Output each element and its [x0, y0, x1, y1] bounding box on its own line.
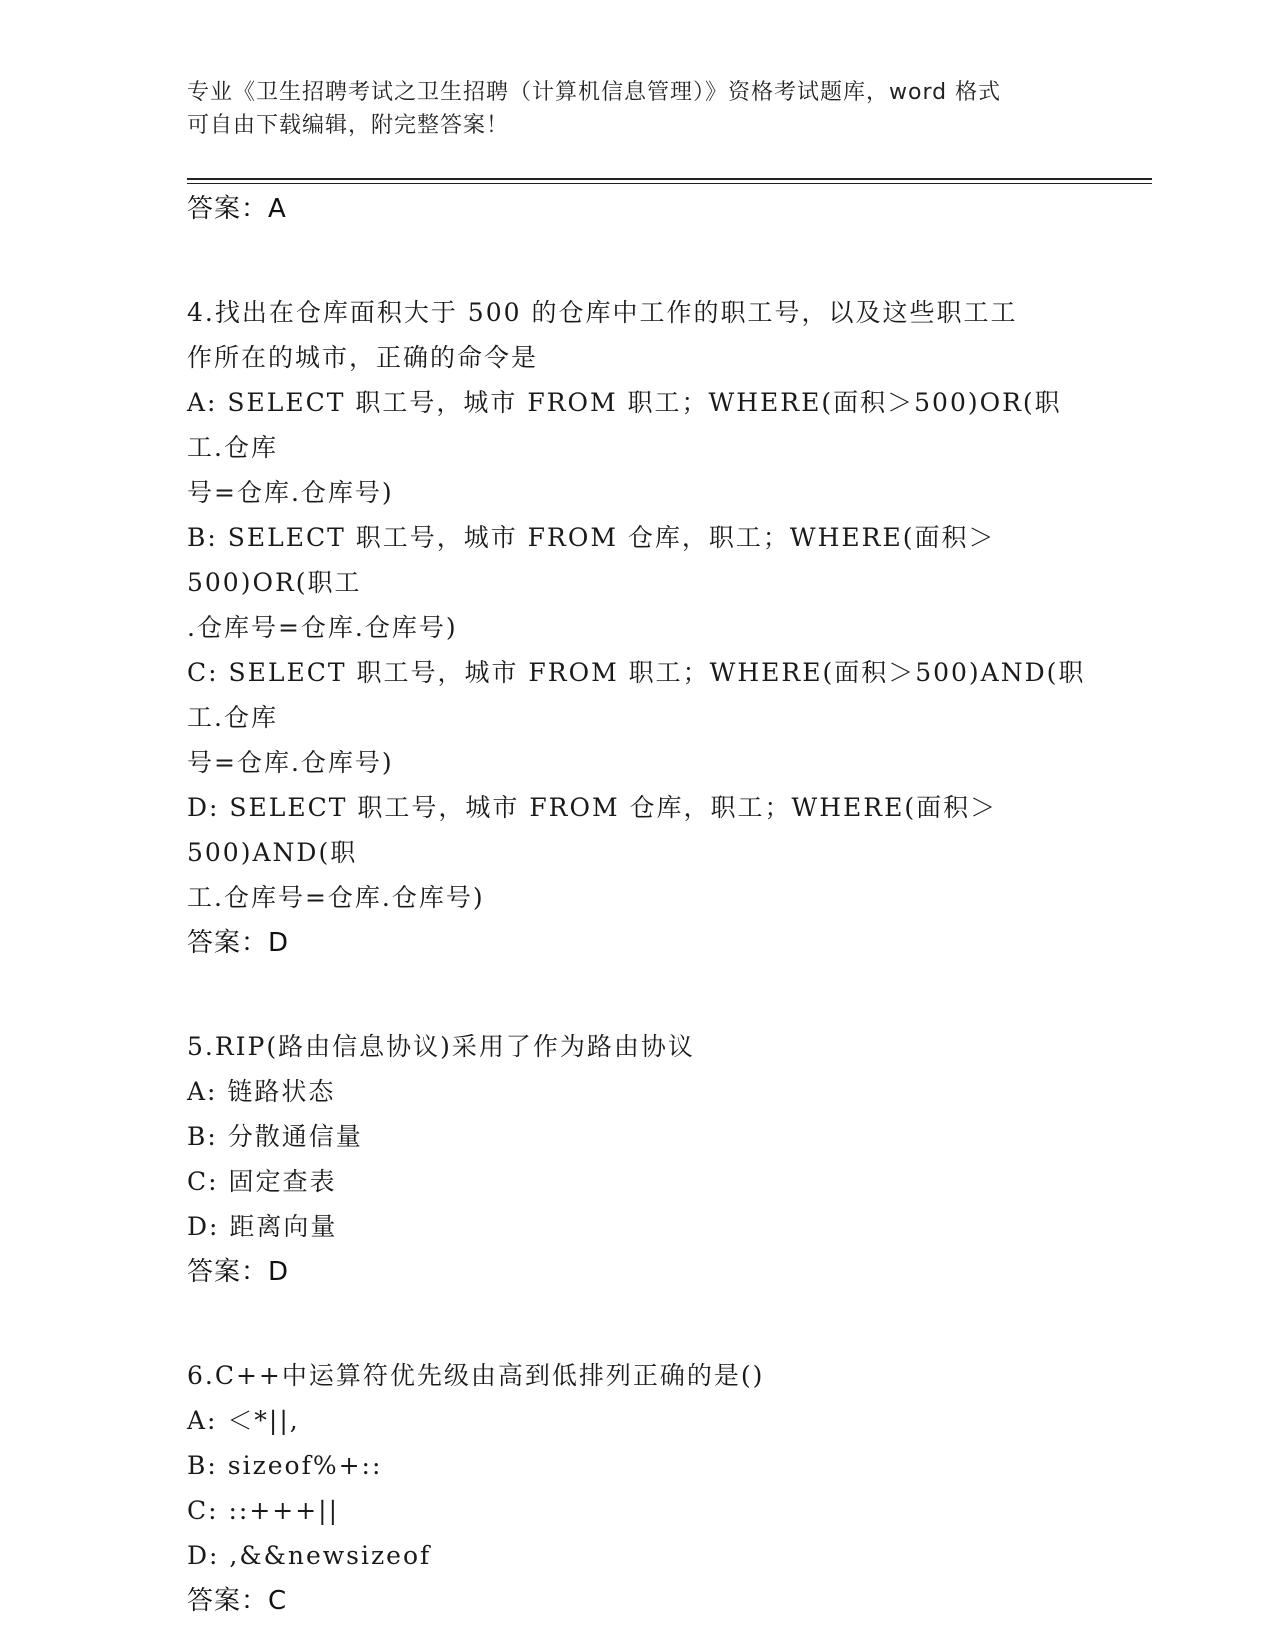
option-a: A: ＜*||,: [187, 1406, 300, 1435]
option-c: C: ::+++||: [187, 1496, 340, 1525]
question-stem-line-1: 4.找出在仓库面积大于 500 的仓库中工作的职工号，以及这些职工工: [187, 298, 1018, 327]
header-line-2: 可自由下载编辑，附完整答案！: [187, 113, 510, 138]
header-divider-thick: [187, 178, 1152, 180]
question-4: [187, 290, 1087, 966]
option-b: B: 分散通信量: [187, 1122, 363, 1151]
answer-4: 答案：D: [187, 928, 290, 958]
answer-6: 答案：C: [187, 1586, 288, 1616]
option-b-line-1: B: SELECT 职工号，城市 FROM 仓库，职工；WHERE(面积＞500)OR(职工: [187, 523, 996, 597]
option-d: D: ,&&newsizeof: [187, 1541, 432, 1570]
option-a: A: 链路状态: [187, 1077, 336, 1106]
document-header: [187, 76, 1087, 142]
option-d-line-2: 工.仓库号=仓库.仓库号): [187, 883, 485, 912]
previous-answer: 答案：A: [187, 194, 287, 224]
question-5: [187, 1024, 1087, 1295]
option-a-line-1: A: SELECT 职工号，城市 FROM 职工；WHERE(面积＞500)OR(职工.仓库: [187, 388, 1062, 462]
option-a-line-2: 号=仓库.仓库号): [187, 478, 394, 507]
option-c: C: 固定查表: [187, 1167, 337, 1196]
option-b-line-2: .仓库号=仓库.仓库号): [187, 613, 458, 642]
option-d: D: 距离向量: [187, 1212, 338, 1241]
header-divider-thin: [187, 183, 1152, 184]
header-line-1: 专业《卫生招聘考试之卫生招聘（计算机信息管理）》资格考试题库，word 格式: [187, 80, 1002, 105]
option-c-line-1: C: SELECT 职工号，城市 FROM 职工；WHERE(面积＞500)AND(职工.仓库: [187, 658, 1086, 732]
answer-5: 答案：D: [187, 1257, 290, 1287]
option-c-line-2: 号=仓库.仓库号): [187, 748, 394, 777]
question-6: [187, 1353, 1087, 1624]
option-b: B: sizeof%+::: [187, 1451, 383, 1480]
question-stem-line-2: 作所在的城市，正确的命令是: [187, 343, 539, 372]
option-d-line-1: D: SELECT 职工号，城市 FROM 仓库，职工；WHERE(面积＞500)AND(职: [187, 793, 998, 867]
question-stem-line-1: 5.RIP(路由信息协议)采用了作为路由协议: [187, 1032, 695, 1061]
question-stem-line-1: 6.C++中运算符优先级由高到低排列正确的是(): [187, 1361, 765, 1390]
question-list: [187, 186, 1087, 1624]
